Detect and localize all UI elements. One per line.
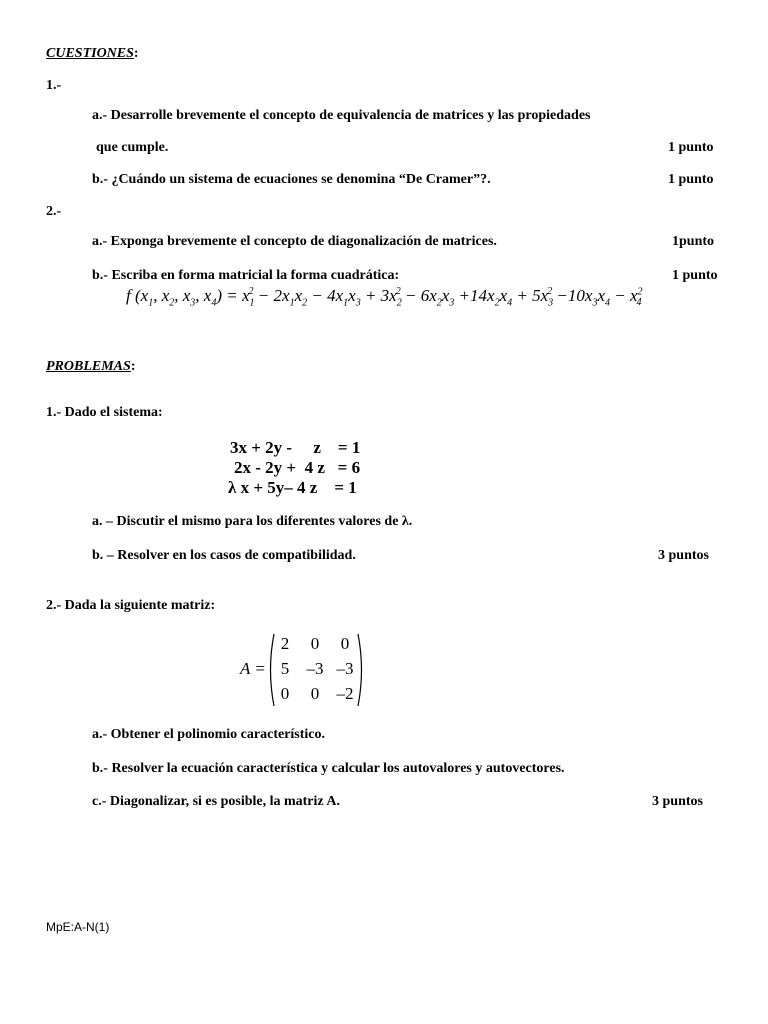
system-equation-1: 3x + 2y - z = 1 xyxy=(230,438,361,457)
cuestiones-heading: CUESTIONES xyxy=(46,46,134,61)
question-1a-line1: a.- Desarrolle brevemente el concepto de equivalencia de matrices y las propiedades xyxy=(92,108,591,123)
question-2b-points: 1 punto xyxy=(672,268,718,283)
system-equation-3: λ x + 5y– 4 z = 1 xyxy=(228,478,357,497)
question-1b-points: 1 punto xyxy=(668,172,714,187)
cuestiones-colon: : xyxy=(133,46,139,61)
problem-1a-text: a. – Discutir el mismo para los diferentes valores de λ. xyxy=(92,514,413,529)
problem-2-points: 3 puntos xyxy=(652,794,703,809)
question-1b-text: b.- ¿Cuándo un sistema de ecuaciones se denomina “De Cramer”?. xyxy=(92,172,491,187)
question-2-number: 2.- xyxy=(46,204,62,219)
problemas-heading-block xyxy=(46,357,135,375)
matrix-label: A = xyxy=(240,659,266,678)
matrix-cell: –2 xyxy=(336,684,354,703)
quadratic-form-formula: f ($x_1$, $x_2$, $x_3$, $x_4) = x_1^2 - 2x_1x_2 - 4x_1x_3 + 3x_2^2 - 6x_2x_3 +14x_2x_4 + 5x_3^2 -10x_3x_4 - x^2_4$ xyxy=(126,286,643,309)
system-equation-2: 2x - 2y + 4 z = 6 xyxy=(234,458,361,477)
problemas-heading: PROBLEMAS xyxy=(46,359,131,374)
problemas-colon: : xyxy=(130,359,136,374)
question-2b-text: b.- Escriba en forma matricial la forma cuadrática: xyxy=(92,268,400,283)
problem-2b-text: b.- Resolver la ecuación característica y calcular los autovalores y autovectores. xyxy=(92,761,565,776)
question-1-number: 1.- xyxy=(46,78,62,93)
question-2a-points: 1punto xyxy=(672,234,715,249)
question-1a-line2: que cumple. xyxy=(96,140,169,155)
question-1a-points: 1 punto xyxy=(668,140,714,155)
problem-1b-text: b. – Resolver en los casos de compatibilidad. xyxy=(92,548,356,563)
footer-code: MpE:A-N(1) xyxy=(46,920,110,934)
matrix-a xyxy=(266,632,366,708)
matrix-cell: 0 xyxy=(310,684,320,703)
matrix-cell: –3 xyxy=(306,659,324,678)
matrix-cell: 0 xyxy=(310,634,320,653)
matrix-cell: 5 xyxy=(280,659,290,678)
problem-1-points: 3 puntos xyxy=(658,548,709,563)
matrix-cell: 2 xyxy=(280,634,290,653)
cuestiones-heading-block xyxy=(46,44,139,62)
question-2a-text: a.- Exponga brevemente el concepto de diagonalización de matrices. xyxy=(92,234,497,249)
matrix-cell: –3 xyxy=(336,659,354,678)
matrix-cell: 0 xyxy=(340,634,350,653)
matrix-cell: 0 xyxy=(280,684,290,703)
problem-2a-text: a.- Obtener el polinomio característico. xyxy=(92,727,326,742)
problem-1-intro: 1.- Dado el sistema: xyxy=(46,405,163,420)
problem-2-intro: 2.- Dada la siguiente matriz: xyxy=(46,598,216,613)
problem-2c-text: c.- Diagonalizar, si es posible, la matriz A. xyxy=(92,794,340,809)
